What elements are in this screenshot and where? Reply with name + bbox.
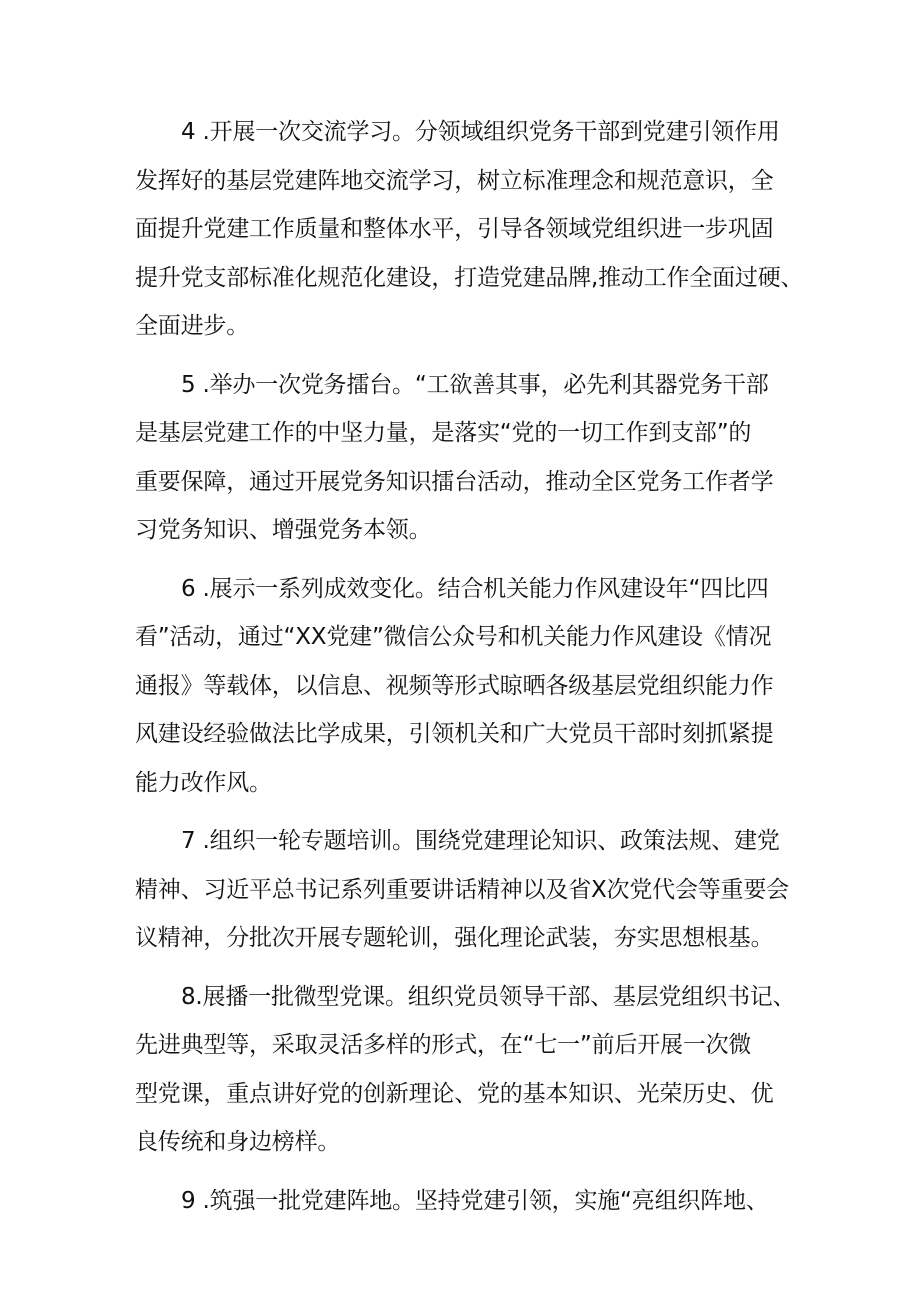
text-line: 风建设经验做法比学成果，引领机关和广大党员干部时刻抓紧提 — [135, 721, 774, 747]
paragraph-item-7 — [135, 817, 795, 963]
text-line: 提升党支部标准化规范化建设，打造党建品牌,推动工作全面过硬、 — [135, 264, 804, 291]
text-line: 看”活动，通过“XX党建”微信公众号和机关能力作风建设《情况 — [135, 624, 772, 650]
text-line: 9 .筑强一批党建阵地。坚持党建引领，实施“亮组织阵地、 — [181, 1187, 769, 1214]
text-line: 面提升党建工作质量和整体水平，引导各领域党组织进一步巩固 — [135, 216, 774, 242]
text-line: 先进典型等，采取灵活多样的形式，在“七一”前后开展一次微 — [135, 1032, 752, 1058]
text-line: 是基层党建工作的中坚力量，是落实“党的一切工作到支部”的 — [135, 420, 752, 446]
text-line: 5 .举办一次党务擂台。“工欲善其事，必先利其器党务干部 — [181, 371, 769, 398]
text-line: 8.展播一批微型党课。组织党员领导干部、基层党组织书记、 — [181, 983, 796, 1010]
text-line: 良传统和身边榜样。 — [135, 1129, 341, 1155]
text-line: 精神、习近平总书记系列重要讲话精神以及省X次党代会等重要会 — [135, 876, 789, 903]
text-line: 7 .组织一轮专题培训。围绕党建理论知识、政策法规、建党 — [181, 828, 780, 854]
paragraph-item-8 — [135, 973, 795, 1167]
text-line: 型党课，重点讲好党的创新理论、党的基本知识、光荣历史、优 — [135, 1080, 774, 1107]
document-body — [135, 108, 804, 1235]
text-line: 习党务知识、增强党务本领。 — [135, 517, 432, 543]
text-line: 发挥好的基层党建阵地交流学习，树立标准理念和规范意识，全 — [135, 167, 774, 194]
text-line: 重要保障，通过开展党务知识擂台活动，推动全区党务工作者学 — [135, 468, 774, 495]
text-line: 6 .展示一系列成效变化。结合机关能力作风建设年“四比四 — [181, 575, 769, 602]
text-line: 议精神，分批次开展专题轮训，强化理论武装，夯实思想根基。 — [135, 925, 774, 951]
text-line: 通报》等载体，以信息、视频等形式晾晒各级基层党组织能力作 — [135, 672, 774, 699]
paragraph-item-4 — [135, 108, 804, 351]
paragraph-item-9 — [135, 1177, 795, 1226]
paragraph-item-6 — [135, 565, 795, 808]
text-line: 能力改作风。 — [135, 769, 272, 796]
text-line: 全面进步。 — [135, 313, 250, 339]
text-line: 4 .开展一次交流学习。分领域组织党务干部到党建引领作用 — [181, 119, 780, 145]
paragraph-item-5 — [135, 361, 795, 555]
